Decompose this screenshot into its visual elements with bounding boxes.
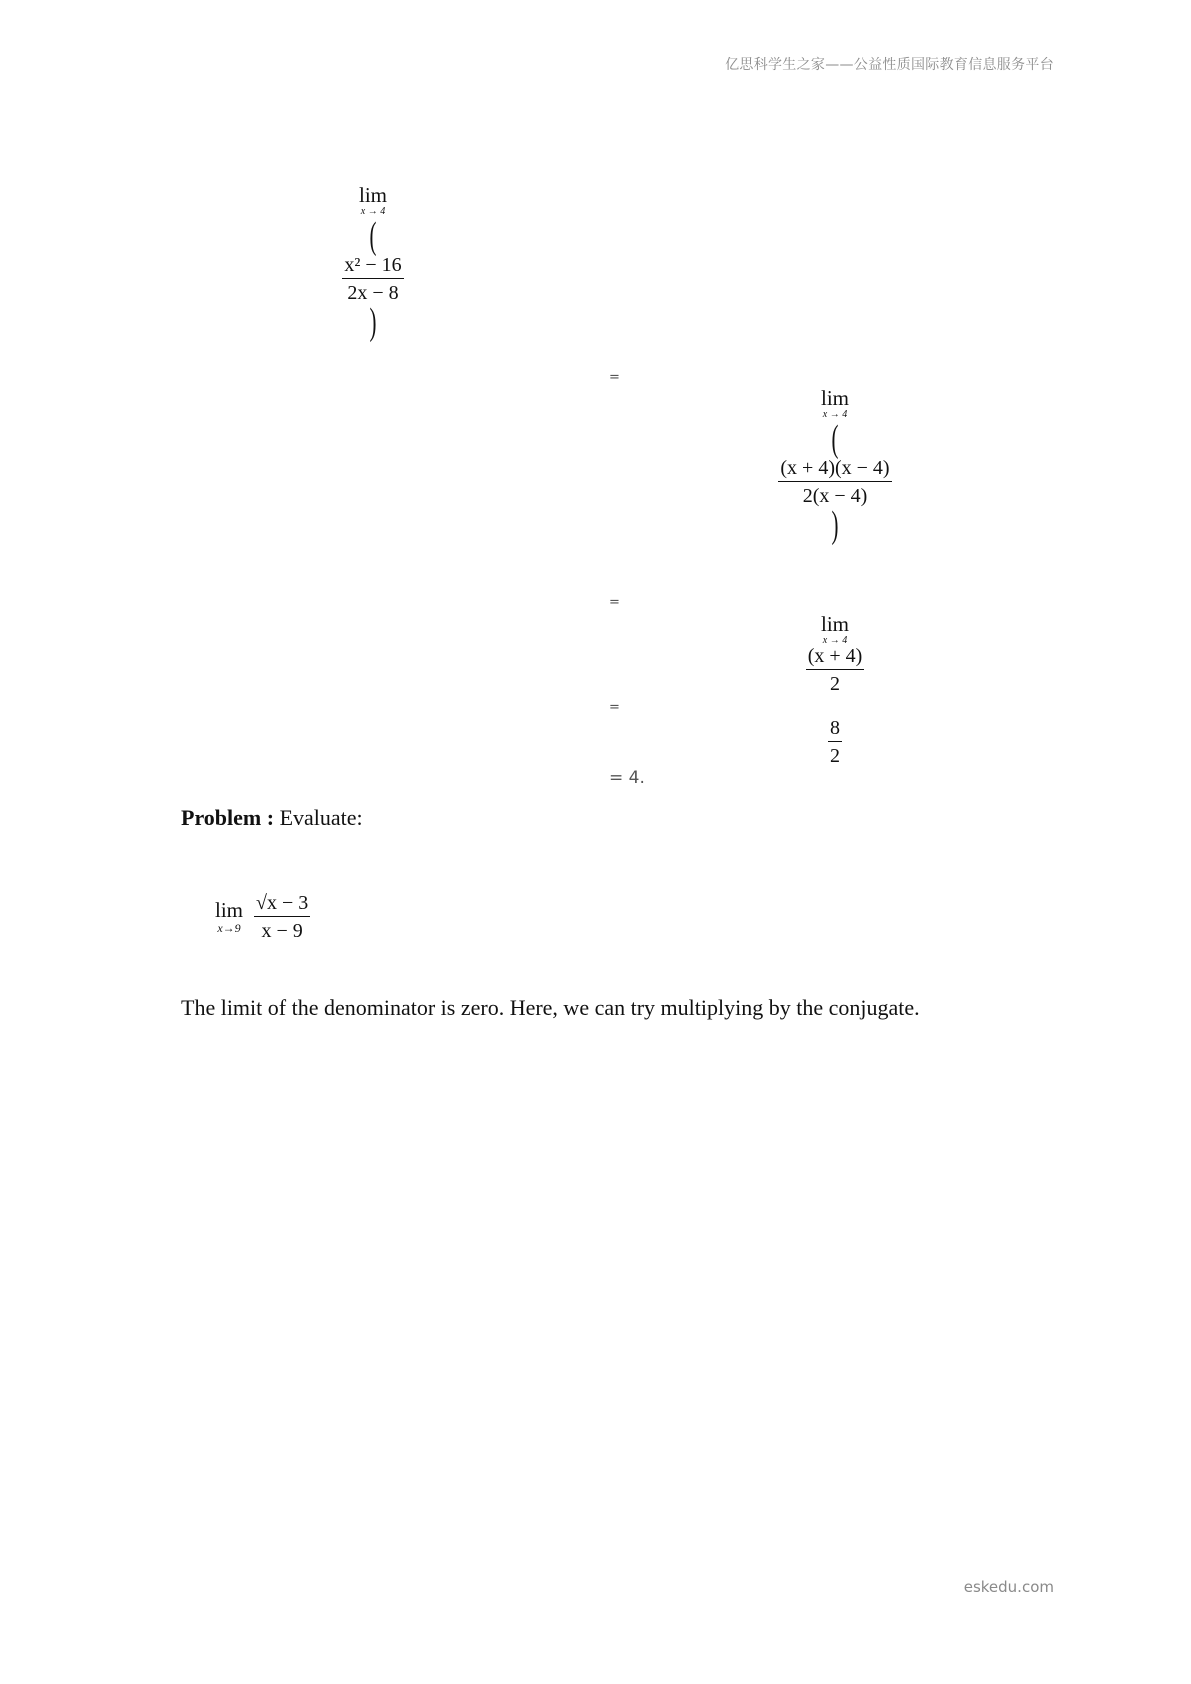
math-step1 [328,185,418,341]
lim-label: lim [215,898,244,922]
header-site-title: 亿思科学生之家——公益性质国际教育信息服务平台 [725,57,1054,73]
fraction [828,718,842,766]
lim-subscript: x→9 [217,921,241,935]
equals-sign: = [609,700,620,715]
lim-label: lim [358,183,387,207]
lim-subscript: x → 4 [822,635,848,646]
fraction [342,255,403,303]
fraction [778,458,891,506]
numerator: (x + 4)(x − 4) [778,458,891,482]
lim-subscript: x → 4 [360,206,386,217]
denominator: 2 [829,673,840,695]
footer-url: eskedu.com [963,1578,1054,1596]
denominator: x − 9 [261,920,303,942]
equals-sign: = [609,595,620,610]
numerator: 8 [828,718,842,742]
denominator: 2(x − 4) [802,485,868,507]
explanation-paragraph: The limit of the denominator is zero. Here, we can try multiplying by the conjugate. [181,995,920,1020]
fraction [254,893,310,941]
numerator: √x − 3 [254,893,310,917]
close-paren: ) [831,504,839,546]
open-paren: ( [831,418,839,460]
math-step4 [815,718,855,766]
final-result: = 4. [609,768,645,788]
close-paren: ) [369,301,377,343]
numerator: (x + 4) [806,646,865,670]
problem-prompt: Evaluate: [279,805,363,830]
problem-statement [181,805,363,831]
numerator: x² − 16 [342,255,403,279]
problem-label: Problem : [181,805,275,830]
problem-expression [215,893,310,941]
lim-label: lim [820,612,849,636]
fraction [806,646,865,694]
denominator: 2 [830,745,840,767]
math-step2 [755,388,915,544]
lim-label: lim [820,386,849,410]
math-step3 [790,614,880,694]
open-paren: ( [369,215,377,257]
lim-subscript: x → 4 [822,409,848,420]
equals-sign: = [609,370,620,385]
denominator: 2x − 8 [347,282,399,304]
